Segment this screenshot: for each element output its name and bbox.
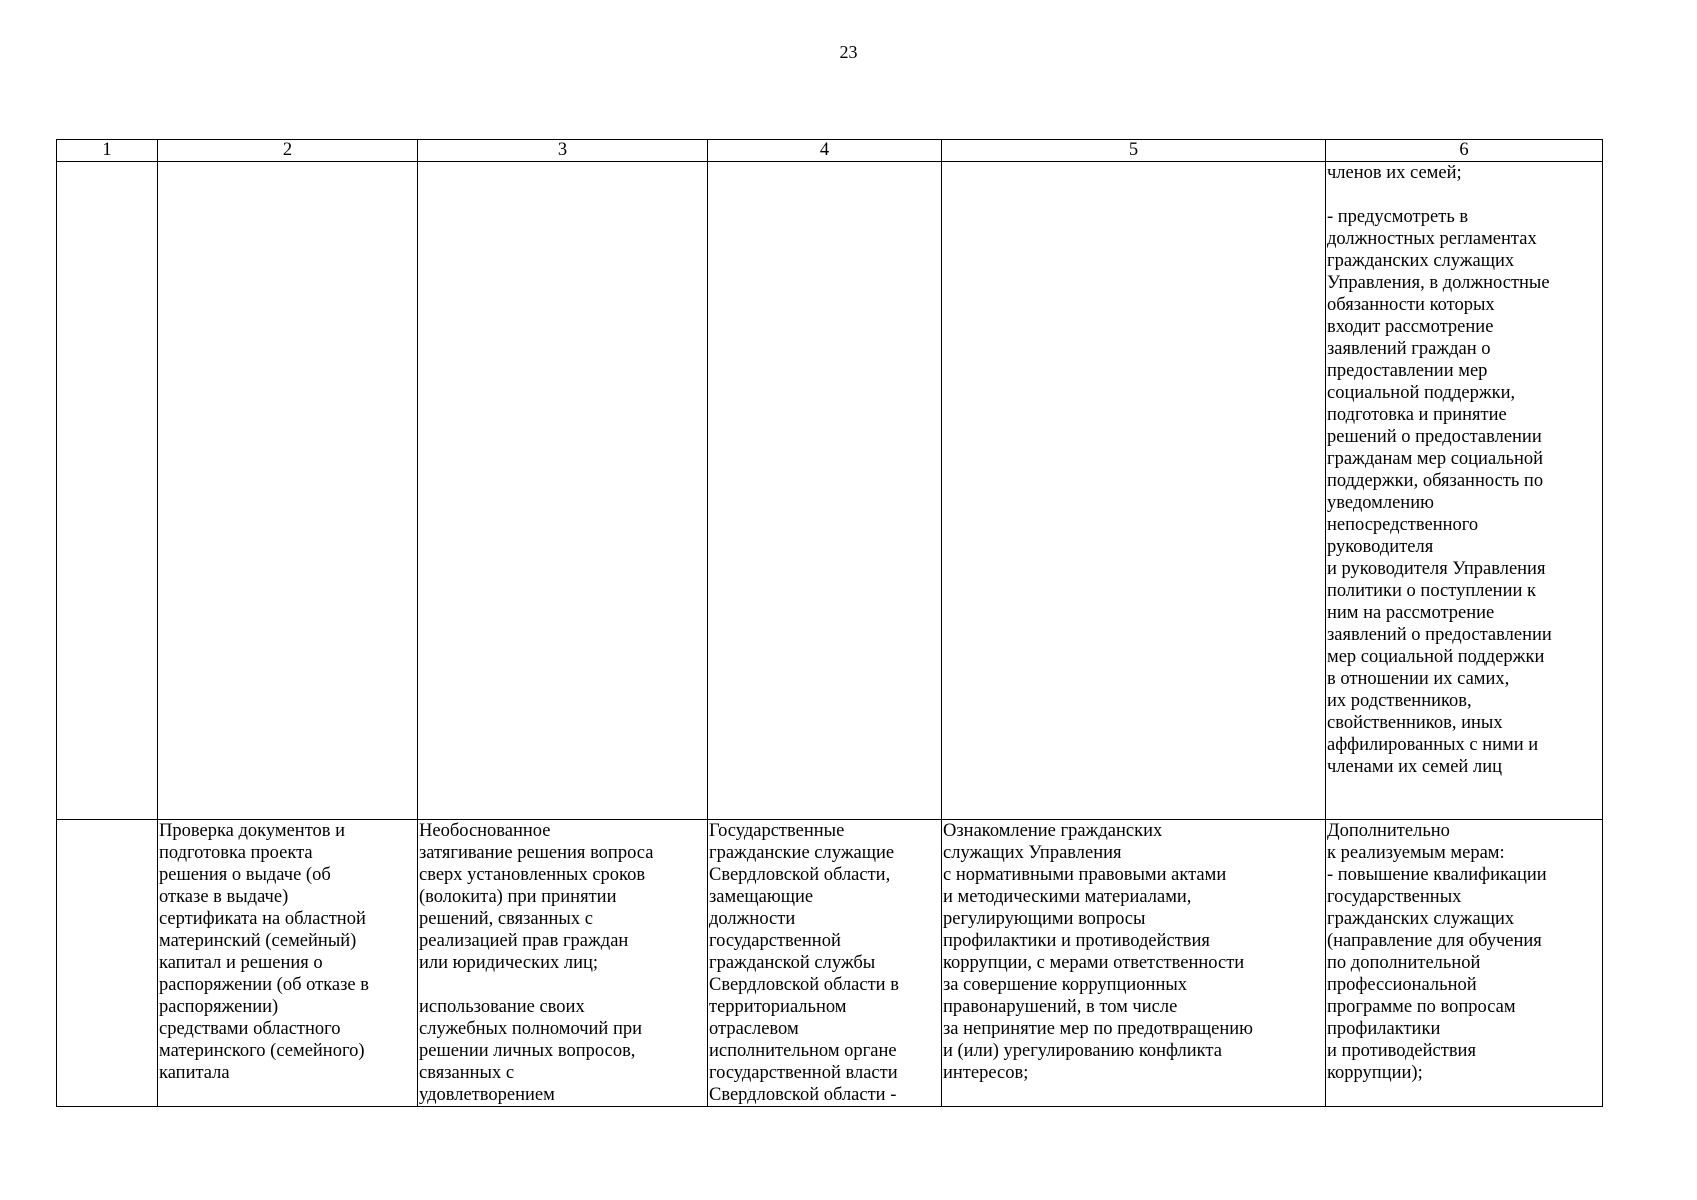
table-cell — [708, 162, 942, 820]
table-cell — [57, 162, 158, 820]
table-header-row — [57, 140, 1603, 162]
table-cell — [942, 820, 1326, 1107]
table-cell — [1326, 820, 1603, 1107]
column-header-2: 2 — [158, 140, 418, 162]
table-cell — [1326, 162, 1603, 820]
cell-text: Ознакомление гражданских служащих Управления с нормативными правовыми актами и методическими материалами, регулирующими вопросы профилактики и противодействия коррупции, с мерами ответственности за совершение коррупционных правонарушений, в том числе за непринятие мер по предотвращению и (или) урегулированию конфликта интересов; — [943, 821, 1254, 1083]
table-cell — [942, 162, 1326, 820]
cell-text: Проверка документов и подготовка проекта решения о выдаче (об отказе в выдаче) сертификата на областной материнский (семейный) капитал и решения о распоряжении (об отказе в распоряжении) средствами областного материнского (семейного) капитала — [159, 821, 369, 1083]
column-header-4: 4 — [708, 140, 942, 162]
cell-text: Государственные гражданские служащие Свердловской области, замещающие должности государственной гражданской службы Свердловской области в территориальном отраслевом исполнительном органе государственной власти Свердловской области - — [709, 821, 899, 1105]
page-number: 23 — [839, 42, 858, 62]
column-header-1: 1 — [57, 140, 158, 162]
measures-table — [56, 139, 1603, 1107]
table-cell — [418, 162, 708, 820]
table-cell — [708, 820, 942, 1107]
table-cell — [418, 820, 708, 1107]
table-cell — [158, 820, 418, 1107]
column-header-6: 6 — [1326, 140, 1603, 162]
cell-text: членов их семей; - предусмотреть в должностных регламентах гражданских служащих Управления, в должностные обязанности которых входит рассмотрение заявлений граждан о предоставлении мер социальной поддержки, подготовка и принятие решений о предоставлении гражданам мер социальной поддержки, обязанность по уведомлению непосредственного руководителя и руководителя Управления политики о поступлении к ним на рассмотрение заявлений о предоставлении мер социальной поддержки в отношении их самих, их родственников, свойственников, иных аффилированных с ними и членами их семей лиц — [1327, 163, 1552, 777]
cell-text: Необоснованное затягивание решения вопроса сверх установленных сроков (волокита) при принятии решений, связанных с реализацией прав граждан или юридических лиц; использование своих служебных полномочий при решении личных вопросов, связанных с удовлетворением — [419, 821, 654, 1105]
table-row — [57, 820, 1603, 1107]
table-cell — [57, 820, 158, 1107]
column-header-5: 5 — [942, 140, 1326, 162]
column-header-3: 3 — [418, 140, 708, 162]
cell-text: Дополнительно к реализуемым мерам: - повышение квалификации государственных гражданских служащих (направление для обучения по дополнительной профессиональной программе по вопросам профилактики и противодействия коррупции); — [1327, 821, 1547, 1083]
table-cell — [158, 162, 418, 820]
table-row — [57, 162, 1603, 820]
